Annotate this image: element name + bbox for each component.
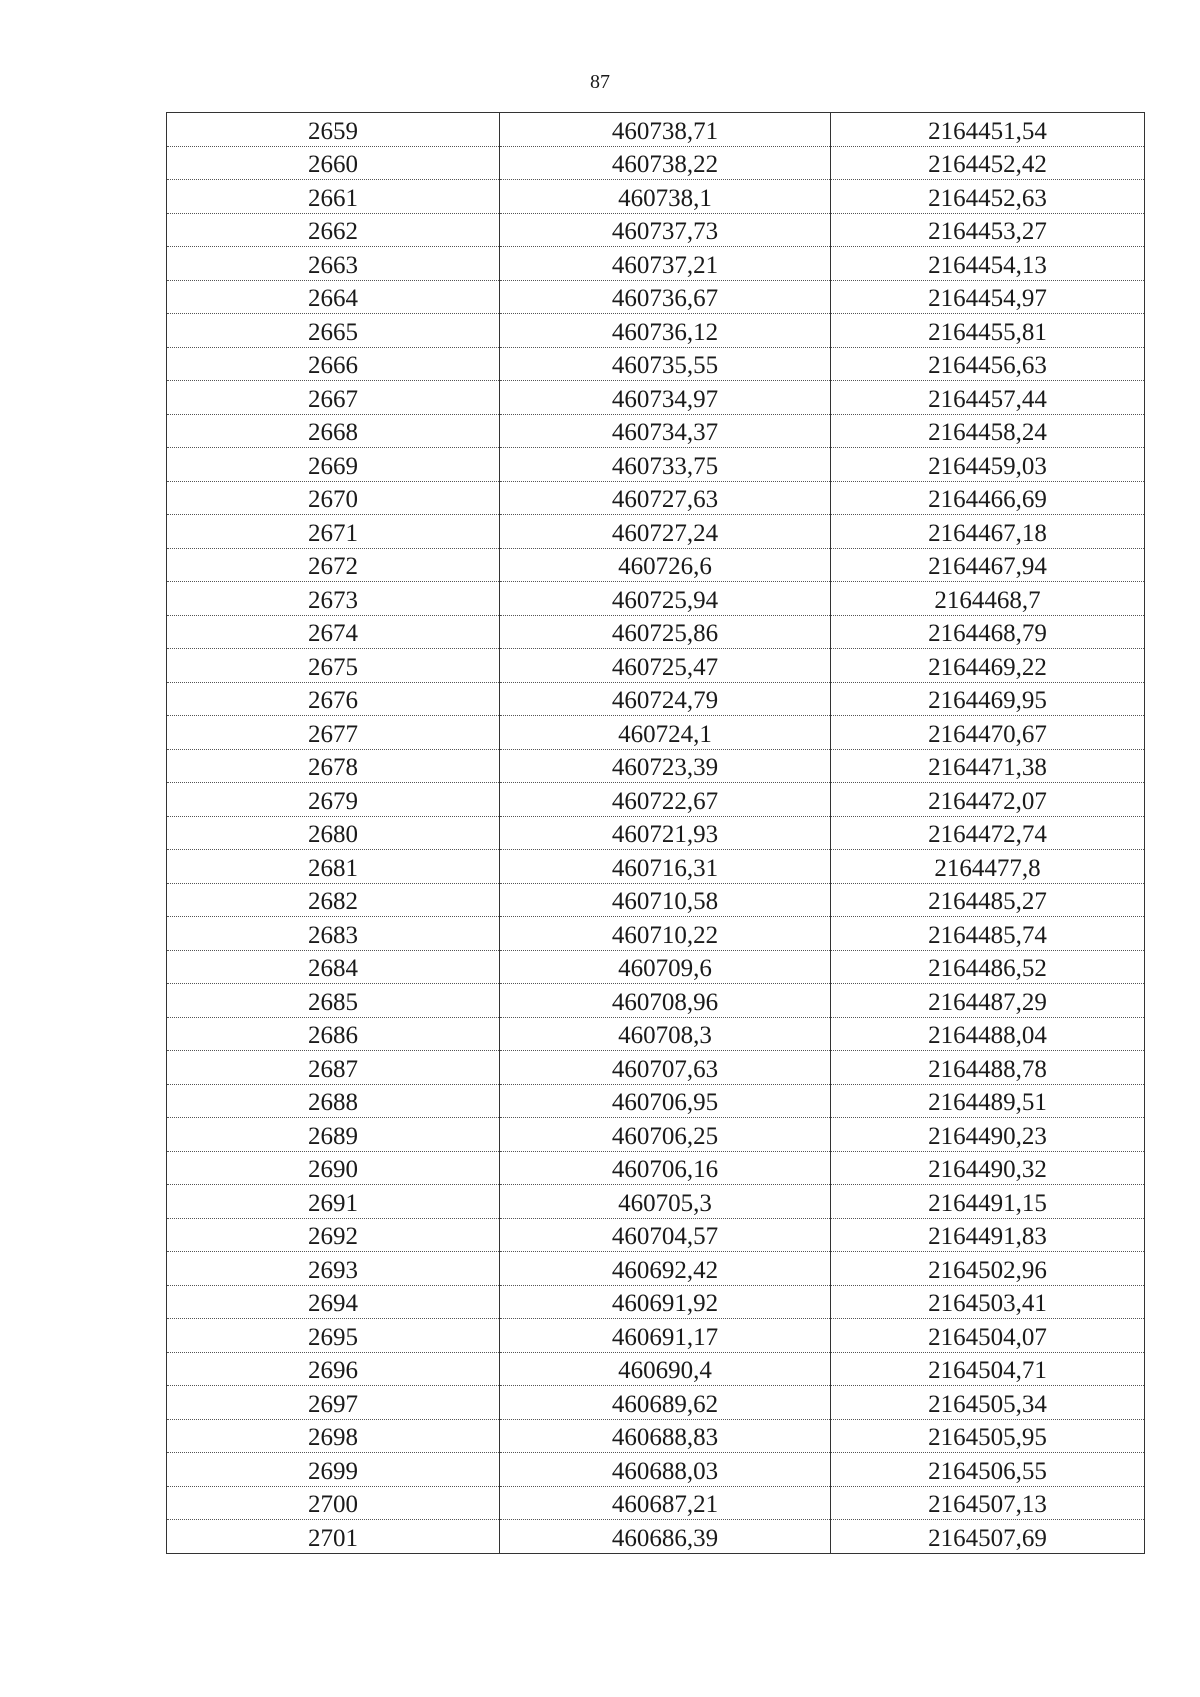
x-coordinate-cell: 460692,42 bbox=[500, 1252, 831, 1286]
y-coordinate-cell: 2164504,07 bbox=[831, 1319, 1145, 1353]
x-coordinate-cell: 460716,31 bbox=[500, 850, 831, 884]
point-number-cell: 2673 bbox=[167, 582, 500, 616]
x-coordinate-cell: 460691,92 bbox=[500, 1285, 831, 1319]
point-number-cell: 2674 bbox=[167, 615, 500, 649]
table-row bbox=[167, 749, 1145, 783]
table-row bbox=[167, 1151, 1145, 1185]
x-coordinate-cell: 460709,6 bbox=[500, 950, 831, 984]
x-coordinate-cell: 460738,22 bbox=[500, 146, 831, 180]
x-coordinate-cell: 460733,75 bbox=[500, 448, 831, 482]
table-row bbox=[167, 414, 1145, 448]
y-coordinate-cell: 2164452,63 bbox=[831, 180, 1145, 214]
y-coordinate-cell: 2164469,22 bbox=[831, 649, 1145, 683]
y-coordinate-cell: 2164457,44 bbox=[831, 381, 1145, 415]
table-row bbox=[167, 548, 1145, 582]
y-coordinate-cell: 2164454,13 bbox=[831, 247, 1145, 281]
x-coordinate-cell: 460686,39 bbox=[500, 1520, 831, 1554]
x-coordinate-cell: 460738,71 bbox=[500, 113, 831, 147]
table-row bbox=[167, 515, 1145, 549]
table-row bbox=[167, 146, 1145, 180]
table-row bbox=[167, 783, 1145, 817]
point-number-cell: 2681 bbox=[167, 850, 500, 884]
x-coordinate-cell: 460734,37 bbox=[500, 414, 831, 448]
y-coordinate-cell: 2164454,97 bbox=[831, 280, 1145, 314]
table-row bbox=[167, 582, 1145, 616]
table-row bbox=[167, 448, 1145, 482]
point-number-cell: 2676 bbox=[167, 682, 500, 716]
point-number-cell: 2683 bbox=[167, 917, 500, 951]
y-coordinate-cell: 2164472,74 bbox=[831, 816, 1145, 850]
table-row bbox=[167, 314, 1145, 348]
x-coordinate-cell: 460706,16 bbox=[500, 1151, 831, 1185]
y-coordinate-cell: 2164472,07 bbox=[831, 783, 1145, 817]
point-number-cell: 2664 bbox=[167, 280, 500, 314]
table-row bbox=[167, 1084, 1145, 1118]
point-number-cell: 2663 bbox=[167, 247, 500, 281]
point-number-cell: 2695 bbox=[167, 1319, 500, 1353]
table-row bbox=[167, 180, 1145, 214]
x-coordinate-cell: 460688,03 bbox=[500, 1453, 831, 1487]
y-coordinate-cell: 2164490,32 bbox=[831, 1151, 1145, 1185]
point-number-cell: 2671 bbox=[167, 515, 500, 549]
table-row bbox=[167, 1520, 1145, 1554]
y-coordinate-cell: 2164458,24 bbox=[831, 414, 1145, 448]
x-coordinate-cell: 460710,58 bbox=[500, 883, 831, 917]
x-coordinate-cell: 460735,55 bbox=[500, 347, 831, 381]
y-coordinate-cell: 2164490,23 bbox=[831, 1118, 1145, 1152]
x-coordinate-cell: 460727,63 bbox=[500, 481, 831, 515]
table-row bbox=[167, 1352, 1145, 1386]
point-number-cell: 2672 bbox=[167, 548, 500, 582]
x-coordinate-cell: 460738,1 bbox=[500, 180, 831, 214]
coordinates-table-body bbox=[167, 113, 1145, 1554]
table-row bbox=[167, 682, 1145, 716]
x-coordinate-cell: 460725,86 bbox=[500, 615, 831, 649]
y-coordinate-cell: 2164486,52 bbox=[831, 950, 1145, 984]
table-row bbox=[167, 850, 1145, 884]
point-number-cell: 2670 bbox=[167, 481, 500, 515]
table-row bbox=[167, 347, 1145, 381]
table-row bbox=[167, 917, 1145, 951]
point-number-cell: 2688 bbox=[167, 1084, 500, 1118]
y-coordinate-cell: 2164453,27 bbox=[831, 213, 1145, 247]
table-row bbox=[167, 1017, 1145, 1051]
x-coordinate-cell: 460737,73 bbox=[500, 213, 831, 247]
point-number-cell: 2668 bbox=[167, 414, 500, 448]
y-coordinate-cell: 2164452,42 bbox=[831, 146, 1145, 180]
y-coordinate-cell: 2164503,41 bbox=[831, 1285, 1145, 1319]
table-row bbox=[167, 1419, 1145, 1453]
y-coordinate-cell: 2164455,81 bbox=[831, 314, 1145, 348]
x-coordinate-cell: 460736,12 bbox=[500, 314, 831, 348]
point-number-cell: 2699 bbox=[167, 1453, 500, 1487]
x-coordinate-cell: 460707,63 bbox=[500, 1051, 831, 1085]
y-coordinate-cell: 2164507,13 bbox=[831, 1486, 1145, 1520]
x-coordinate-cell: 460704,57 bbox=[500, 1218, 831, 1252]
y-coordinate-cell: 2164504,71 bbox=[831, 1352, 1145, 1386]
point-number-cell: 2694 bbox=[167, 1285, 500, 1319]
table-row bbox=[167, 381, 1145, 415]
point-number-cell: 2686 bbox=[167, 1017, 500, 1051]
y-coordinate-cell: 2164466,69 bbox=[831, 481, 1145, 515]
table-row bbox=[167, 1486, 1145, 1520]
table-row bbox=[167, 816, 1145, 850]
point-number-cell: 2693 bbox=[167, 1252, 500, 1286]
y-coordinate-cell: 2164502,96 bbox=[831, 1252, 1145, 1286]
y-coordinate-cell: 2164456,63 bbox=[831, 347, 1145, 381]
point-number-cell: 2700 bbox=[167, 1486, 500, 1520]
point-number-cell: 2690 bbox=[167, 1151, 500, 1185]
table-row bbox=[167, 649, 1145, 683]
point-number-cell: 2665 bbox=[167, 314, 500, 348]
point-number-cell: 2697 bbox=[167, 1386, 500, 1420]
table-row bbox=[167, 280, 1145, 314]
point-number-cell: 2669 bbox=[167, 448, 500, 482]
y-coordinate-cell: 2164459,03 bbox=[831, 448, 1145, 482]
table-row bbox=[167, 1285, 1145, 1319]
point-number-cell: 2689 bbox=[167, 1118, 500, 1152]
table-row bbox=[167, 615, 1145, 649]
point-number-cell: 2667 bbox=[167, 381, 500, 415]
y-coordinate-cell: 2164451,54 bbox=[831, 113, 1145, 147]
x-coordinate-cell: 460725,47 bbox=[500, 649, 831, 683]
y-coordinate-cell: 2164507,69 bbox=[831, 1520, 1145, 1554]
x-coordinate-cell: 460708,96 bbox=[500, 984, 831, 1018]
table-row bbox=[167, 883, 1145, 917]
table-row bbox=[167, 1319, 1145, 1353]
x-coordinate-cell: 460727,24 bbox=[500, 515, 831, 549]
x-coordinate-cell: 460736,67 bbox=[500, 280, 831, 314]
y-coordinate-cell: 2164505,34 bbox=[831, 1386, 1145, 1420]
table-row bbox=[167, 716, 1145, 750]
point-number-cell: 2684 bbox=[167, 950, 500, 984]
point-number-cell: 2696 bbox=[167, 1352, 500, 1386]
y-coordinate-cell: 2164505,95 bbox=[831, 1419, 1145, 1453]
x-coordinate-cell: 460725,94 bbox=[500, 582, 831, 616]
y-coordinate-cell: 2164470,67 bbox=[831, 716, 1145, 750]
point-number-cell: 2680 bbox=[167, 816, 500, 850]
y-coordinate-cell: 2164468,7 bbox=[831, 582, 1145, 616]
table-row bbox=[167, 1386, 1145, 1420]
table-row bbox=[167, 113, 1145, 147]
y-coordinate-cell: 2164469,95 bbox=[831, 682, 1145, 716]
x-coordinate-cell: 460721,93 bbox=[500, 816, 831, 850]
y-coordinate-cell: 2164491,15 bbox=[831, 1185, 1145, 1219]
x-coordinate-cell: 460723,39 bbox=[500, 749, 831, 783]
y-coordinate-cell: 2164485,27 bbox=[831, 883, 1145, 917]
y-coordinate-cell: 2164477,8 bbox=[831, 850, 1145, 884]
x-coordinate-cell: 460705,3 bbox=[500, 1185, 831, 1219]
x-coordinate-cell: 460689,62 bbox=[500, 1386, 831, 1420]
x-coordinate-cell: 460722,67 bbox=[500, 783, 831, 817]
x-coordinate-cell: 460734,97 bbox=[500, 381, 831, 415]
table-row bbox=[167, 1118, 1145, 1152]
x-coordinate-cell: 460726,6 bbox=[500, 548, 831, 582]
point-number-cell: 2678 bbox=[167, 749, 500, 783]
point-number-cell: 2698 bbox=[167, 1419, 500, 1453]
point-number-cell: 2675 bbox=[167, 649, 500, 683]
x-coordinate-cell: 460708,3 bbox=[500, 1017, 831, 1051]
y-coordinate-cell: 2164467,94 bbox=[831, 548, 1145, 582]
x-coordinate-cell: 460690,4 bbox=[500, 1352, 831, 1386]
x-coordinate-cell: 460706,25 bbox=[500, 1118, 831, 1152]
y-coordinate-cell: 2164467,18 bbox=[831, 515, 1145, 549]
x-coordinate-cell: 460687,21 bbox=[500, 1486, 831, 1520]
y-coordinate-cell: 2164491,83 bbox=[831, 1218, 1145, 1252]
x-coordinate-cell: 460724,1 bbox=[500, 716, 831, 750]
y-coordinate-cell: 2164468,79 bbox=[831, 615, 1145, 649]
x-coordinate-cell: 460710,22 bbox=[500, 917, 831, 951]
point-number-cell: 2692 bbox=[167, 1218, 500, 1252]
table-row bbox=[167, 213, 1145, 247]
point-number-cell: 2691 bbox=[167, 1185, 500, 1219]
x-coordinate-cell: 460691,17 bbox=[500, 1319, 831, 1353]
point-number-cell: 2661 bbox=[167, 180, 500, 214]
point-number-cell: 2701 bbox=[167, 1520, 500, 1554]
x-coordinate-cell: 460724,79 bbox=[500, 682, 831, 716]
point-number-cell: 2682 bbox=[167, 883, 500, 917]
point-number-cell: 2677 bbox=[167, 716, 500, 750]
point-number-cell: 2660 bbox=[167, 146, 500, 180]
y-coordinate-cell: 2164489,51 bbox=[831, 1084, 1145, 1118]
point-number-cell: 2662 bbox=[167, 213, 500, 247]
x-coordinate-cell: 460737,21 bbox=[500, 247, 831, 281]
y-coordinate-cell: 2164488,04 bbox=[831, 1017, 1145, 1051]
point-number-cell: 2659 bbox=[167, 113, 500, 147]
table-row bbox=[167, 1453, 1145, 1487]
point-number-cell: 2685 bbox=[167, 984, 500, 1018]
coordinates-table bbox=[166, 112, 1145, 1554]
table-row bbox=[167, 950, 1145, 984]
point-number-cell: 2687 bbox=[167, 1051, 500, 1085]
y-coordinate-cell: 2164488,78 bbox=[831, 1051, 1145, 1085]
x-coordinate-cell: 460706,95 bbox=[500, 1084, 831, 1118]
table-row bbox=[167, 481, 1145, 515]
y-coordinate-cell: 2164487,29 bbox=[831, 984, 1145, 1018]
table-row bbox=[167, 1218, 1145, 1252]
table-row bbox=[167, 1185, 1145, 1219]
page-number: 87 bbox=[590, 71, 610, 93]
table-row bbox=[167, 247, 1145, 281]
x-coordinate-cell: 460688,83 bbox=[500, 1419, 831, 1453]
y-coordinate-cell: 2164485,74 bbox=[831, 917, 1145, 951]
y-coordinate-cell: 2164471,38 bbox=[831, 749, 1145, 783]
point-number-cell: 2666 bbox=[167, 347, 500, 381]
point-number-cell: 2679 bbox=[167, 783, 500, 817]
table-row bbox=[167, 1252, 1145, 1286]
y-coordinate-cell: 2164506,55 bbox=[831, 1453, 1145, 1487]
table-row bbox=[167, 1051, 1145, 1085]
table-row bbox=[167, 984, 1145, 1018]
